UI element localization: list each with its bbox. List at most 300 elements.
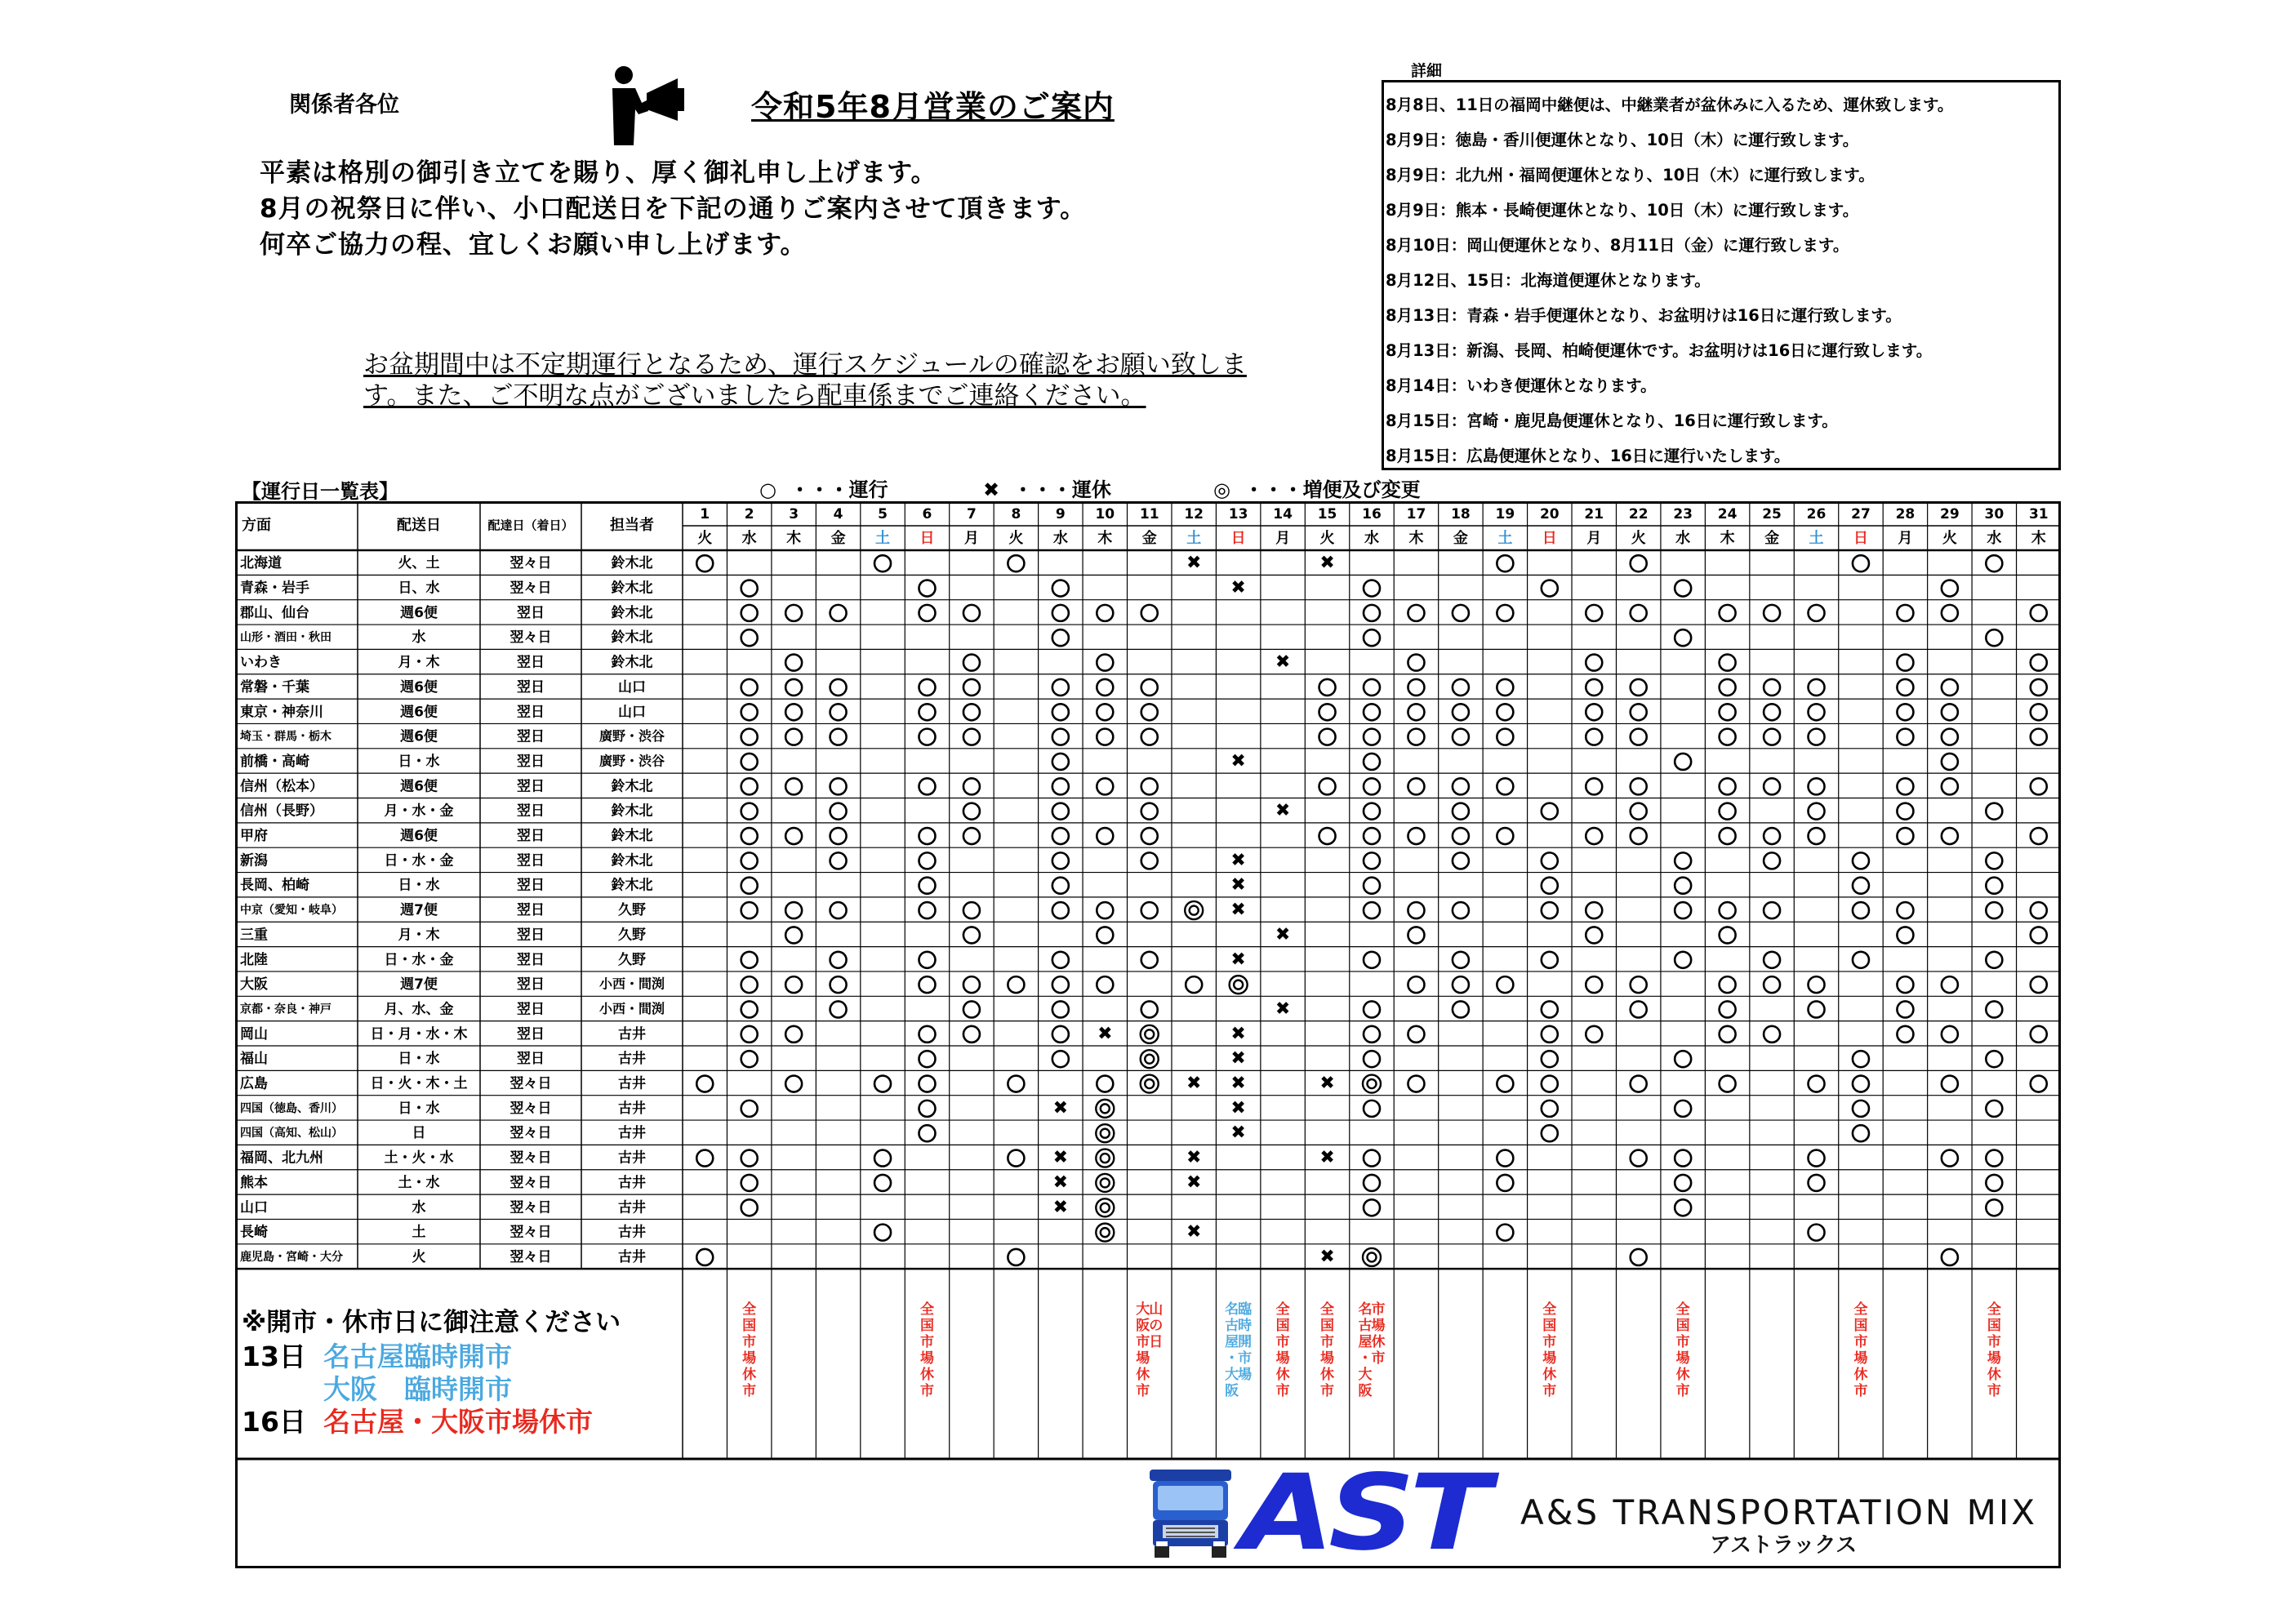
off-mark: ✖ <box>1230 1048 1246 1069</box>
run-mark <box>1008 976 1024 993</box>
run-mark <box>1942 580 1958 597</box>
detail-line: 8月14日：いわき便運休となります。 <box>1386 376 1657 395</box>
weekday-label: 水 <box>1987 530 2002 547</box>
weekday-label: 日 <box>1542 530 1557 547</box>
off-mark: ✖ <box>1186 1147 1202 1168</box>
row-staff: 小西・間渕 <box>598 976 665 992</box>
run-mark <box>1453 778 1469 794</box>
run-mark <box>741 852 758 869</box>
run-mark <box>741 629 758 646</box>
detail-line: 8月12日、15日：北海道便運休となります。 <box>1386 271 1711 290</box>
row-arrival: 翌日 <box>517 1025 545 1043</box>
row-arrival: 翌日 <box>517 604 545 621</box>
weekday-label: 木 <box>786 530 802 547</box>
run-mark <box>1809 778 1825 794</box>
market-note-char: 全 <box>1275 1301 1290 1318</box>
row-area: 中京（愛知・岐阜） <box>240 904 343 918</box>
row-days: 火 <box>412 1248 426 1265</box>
market-note-char: 屋 <box>1358 1334 1373 1351</box>
run-mark <box>1408 976 1424 993</box>
increase-mark <box>1363 1248 1381 1266</box>
row-arrival: 翌日 <box>517 728 545 745</box>
run-mark <box>1364 1026 1380 1043</box>
run-mark <box>1497 555 1513 571</box>
off-mark: ✖ <box>1186 553 1202 574</box>
run-mark <box>1675 629 1691 646</box>
run-mark <box>1764 704 1780 720</box>
run-mark <box>1675 1175 1691 1191</box>
page-title: 令和5年8月営業のご案内 <box>751 89 1115 125</box>
run-mark <box>1052 902 1069 918</box>
date-label: 6 <box>922 506 932 522</box>
run-mark <box>1097 704 1113 720</box>
market-note-char: 大 <box>1358 1367 1373 1384</box>
run-mark <box>2031 1026 2047 1043</box>
market-note-char: 市 <box>1853 1334 1868 1351</box>
run-mark <box>1853 1125 1869 1141</box>
run-mark <box>1897 1001 1913 1017</box>
legend-run-symbol: ○ <box>759 478 776 501</box>
row-staff: 鈴木北 <box>611 877 653 894</box>
legend-off-label: ・・・運休 <box>1012 478 1111 501</box>
run-mark <box>785 655 802 671</box>
market-note-char: 場 <box>1275 1350 1290 1367</box>
run-mark <box>963 778 980 794</box>
row-staff: 久野 <box>618 902 646 919</box>
run-mark <box>1764 828 1780 844</box>
row-staff: 山口 <box>618 704 646 721</box>
run-mark <box>1097 976 1113 993</box>
run-mark <box>1364 902 1380 918</box>
row-days: 週7便 <box>400 976 438 994</box>
run-mark <box>1542 1125 1558 1141</box>
market-note-char: 全 <box>1675 1301 1690 1318</box>
date-label: 10 <box>1095 506 1115 522</box>
row-days: 週6便 <box>400 728 438 745</box>
legend-increase-symbol: ◎ <box>1213 478 1230 501</box>
weekday-label: 月 <box>963 530 979 547</box>
run-mark <box>785 976 802 993</box>
row-days: 日・月・水・木 <box>370 1025 468 1043</box>
market-note-char: 国 <box>742 1318 757 1335</box>
market-note-char: 名 <box>1225 1301 1239 1318</box>
market-note-char: 市 <box>1542 1334 1557 1351</box>
run-mark <box>1364 1175 1380 1191</box>
run-mark <box>1809 828 1825 844</box>
row-area: 京都・奈良・神戸 <box>240 1003 331 1016</box>
run-mark <box>1364 803 1380 820</box>
run-mark <box>1497 605 1513 621</box>
increase-mark-inner <box>1101 1154 1110 1163</box>
run-mark <box>1408 927 1424 943</box>
run-mark <box>1097 1076 1113 1092</box>
run-mark <box>1809 1150 1825 1167</box>
market-note-char: 場 <box>1320 1350 1335 1367</box>
run-mark <box>963 976 980 993</box>
run-mark <box>874 1076 891 1092</box>
row-area: 岡山 <box>240 1025 268 1043</box>
run-mark <box>1364 852 1380 869</box>
row-area: 四国（高知、松山） <box>240 1127 343 1141</box>
row-staff: 山口 <box>618 678 646 696</box>
run-mark <box>741 952 758 968</box>
run-mark <box>919 679 935 696</box>
row-staff: 鈴木北 <box>611 654 653 671</box>
run-mark <box>1631 803 1647 820</box>
row-staff: 鈴木北 <box>611 629 653 647</box>
market-note-char: 市 <box>1136 1383 1150 1400</box>
row-days: 日・水・金 <box>384 852 454 869</box>
row-days: 週6便 <box>400 828 438 845</box>
run-mark <box>919 952 935 968</box>
run-mark <box>1052 952 1069 968</box>
market-note-char: 市 <box>1542 1383 1557 1400</box>
market-note-char: 国 <box>919 1318 934 1335</box>
run-mark <box>1542 902 1558 918</box>
increase-mark <box>1096 1174 1114 1192</box>
weekday-label: 火 <box>1631 530 1646 547</box>
market-note-char: 全 <box>742 1301 757 1318</box>
run-mark <box>1453 1001 1469 1017</box>
weekday-label: 土 <box>1186 530 1202 547</box>
run-mark <box>741 679 758 696</box>
row-staff: 鈴木北 <box>611 580 653 597</box>
run-mark <box>1408 704 1424 720</box>
row-staff: 古井 <box>618 1100 646 1117</box>
run-mark <box>1720 655 1736 671</box>
row-arrival: 翌々日 <box>509 1100 552 1117</box>
notes-title: ※開市・休市日に御注意ください <box>242 1308 621 1337</box>
run-mark <box>1542 878 1558 894</box>
row-area: 熊本 <box>240 1174 268 1191</box>
run-mark <box>1319 778 1336 794</box>
run-mark <box>1453 828 1469 844</box>
run-mark <box>874 1175 891 1191</box>
date-label: 21 <box>1584 506 1604 522</box>
run-mark <box>741 1051 758 1067</box>
run-mark <box>1097 605 1113 621</box>
off-mark: ✖ <box>1186 1221 1202 1243</box>
weekday-label: 日 <box>1230 530 1246 547</box>
obon-notice: お盆期間中は不定期運行となるため、運行スケジュールの確認をお願い致します。また、ご不明な点がございましたら配車係までご連絡ください。 <box>363 350 1247 411</box>
run-mark <box>1897 927 1913 943</box>
run-mark <box>1586 778 1602 794</box>
run-mark <box>1897 729 1913 745</box>
run-mark <box>1720 704 1736 720</box>
run-mark <box>919 976 935 993</box>
run-mark <box>830 803 847 820</box>
market-note-char: 大 <box>1136 1301 1150 1318</box>
run-mark <box>1408 902 1424 918</box>
row-arrival: 翌々日 <box>509 1199 552 1216</box>
increase-mark-inner <box>1368 1079 1377 1088</box>
row-area: 甲府 <box>240 828 268 845</box>
run-mark <box>1052 1051 1069 1067</box>
market-note-char: 休 <box>1675 1367 1690 1384</box>
run-mark <box>1364 754 1380 770</box>
run-mark <box>1008 555 1024 571</box>
market-note-char: 時 <box>1238 1318 1253 1335</box>
row-days: 月・水・金 <box>384 803 454 820</box>
row-staff: 古井 <box>618 1224 646 1241</box>
run-mark <box>1942 1150 1958 1167</box>
market-note-char: 場 <box>1542 1350 1557 1367</box>
detail-line: 8月15日：宮崎・鹿児島便運休となり、16日に運行致します。 <box>1386 411 1838 430</box>
row-staff: 古井 <box>618 1199 646 1216</box>
run-mark <box>830 729 847 745</box>
run-mark <box>1497 704 1513 720</box>
header-staff: 担当者 <box>610 517 654 534</box>
run-mark <box>1764 1026 1780 1043</box>
run-mark <box>1364 704 1380 720</box>
run-mark <box>1052 629 1069 646</box>
run-mark <box>1052 605 1069 621</box>
off-mark: ✖ <box>1230 874 1246 896</box>
row-days: 週6便 <box>400 704 438 721</box>
weekday-label: 月 <box>1275 530 1291 547</box>
run-mark <box>741 580 758 597</box>
weekday-label: 土 <box>1497 530 1513 547</box>
run-mark <box>1052 754 1069 770</box>
increase-mark <box>1141 1075 1159 1093</box>
run-mark <box>1141 828 1158 844</box>
detail-line: 8月9日：徳島・香川便運休となり、10日（木）に運行致します。 <box>1386 131 1859 149</box>
run-mark <box>696 1076 713 1092</box>
run-mark <box>1853 1076 1869 1092</box>
row-arrival: 翌日 <box>517 951 545 968</box>
market-note-char: 国 <box>1275 1318 1290 1335</box>
row-days: 月、水、金 <box>384 1001 454 1018</box>
run-mark <box>1897 1026 1913 1043</box>
row-arrival: 翌日 <box>517 877 545 894</box>
run-mark <box>1897 605 1913 621</box>
run-mark <box>874 555 891 571</box>
run-mark <box>1942 605 1958 621</box>
details-box <box>1382 80 2061 470</box>
weekday-label: 月 <box>1898 530 1913 547</box>
off-mark: ✖ <box>1230 1023 1246 1044</box>
run-mark <box>963 655 980 671</box>
market-note-char: 国 <box>1542 1318 1557 1335</box>
row-days: 週6便 <box>400 604 438 621</box>
row-area: 東京・神奈川 <box>240 704 323 721</box>
row-arrival: 翌日 <box>517 778 545 795</box>
row-arrival: 翌日 <box>517 678 545 696</box>
row-days: 土・火・水 <box>384 1149 454 1167</box>
row-arrival: 翌々日 <box>509 1248 552 1265</box>
market-note-char: 場 <box>1238 1367 1253 1384</box>
details-heading: 詳細 <box>1411 62 1443 80</box>
run-mark <box>830 778 847 794</box>
run-mark <box>1052 828 1069 844</box>
off-mark: ✖ <box>1230 850 1246 871</box>
run-mark <box>1497 976 1513 993</box>
market-note-char: 休 <box>1320 1367 1335 1384</box>
header-arrival: 配達日（着日） <box>487 518 574 533</box>
run-mark <box>1497 1150 1513 1167</box>
run-mark <box>1720 679 1736 696</box>
run-mark <box>919 1101 935 1117</box>
run-mark <box>2031 778 2047 794</box>
market-note-char: 開 <box>1238 1334 1253 1351</box>
market-note-char: 場 <box>742 1350 757 1367</box>
run-mark <box>1809 1001 1825 1017</box>
run-mark <box>785 778 802 794</box>
off-mark: ✖ <box>1275 800 1291 821</box>
row-area: 鹿児島・宮崎・大分 <box>240 1250 343 1264</box>
row-arrival: 翌々日 <box>509 1075 552 1092</box>
run-mark <box>1453 902 1469 918</box>
run-mark <box>1631 778 1647 794</box>
header-area: 方面 <box>242 517 271 534</box>
market-note-char: 国 <box>1853 1318 1868 1335</box>
run-mark <box>1052 852 1069 869</box>
market-note-char: 休 <box>1371 1334 1386 1351</box>
run-mark <box>1631 704 1647 720</box>
date-label: 15 <box>1317 506 1337 522</box>
run-mark <box>1364 679 1380 696</box>
run-mark <box>1986 1199 2002 1216</box>
market-note-char: 市 <box>919 1383 934 1400</box>
row-days: 土・水 <box>398 1174 440 1191</box>
legend-run-label: ・・・運行 <box>790 478 888 501</box>
run-mark <box>785 927 802 943</box>
note-text: 名古屋臨時開市 <box>323 1341 512 1372</box>
run-mark <box>963 902 980 918</box>
row-arrival: 翌々日 <box>509 555 552 572</box>
off-mark: ✖ <box>1052 1147 1069 1168</box>
date-label: 23 <box>1673 506 1693 522</box>
off-mark: ✖ <box>1052 1172 1069 1193</box>
greeting-line-3: 何卒ご協力の程、宜しくお願い申し上げます。 <box>260 230 807 260</box>
run-mark <box>741 1001 758 1017</box>
run-mark <box>1720 803 1736 820</box>
row-arrival: 翌日 <box>517 927 545 944</box>
row-days: 月・木 <box>398 654 440 671</box>
note-date: 16日 <box>242 1406 306 1438</box>
row-staff: 古井 <box>618 1149 646 1167</box>
run-mark <box>1809 1076 1825 1092</box>
market-note-char: 全 <box>1987 1301 2001 1318</box>
run-mark <box>1364 778 1380 794</box>
run-mark <box>1853 555 1869 571</box>
weekday-label: 金 <box>1764 530 1780 547</box>
run-mark <box>1586 927 1602 943</box>
run-mark <box>919 852 935 869</box>
run-mark <box>1052 1026 1069 1043</box>
run-mark <box>1364 605 1380 621</box>
run-mark <box>1897 679 1913 696</box>
run-mark <box>1097 778 1113 794</box>
run-mark <box>963 605 980 621</box>
run-mark <box>1809 679 1825 696</box>
run-mark <box>1141 952 1158 968</box>
off-mark: ✖ <box>1186 1172 1202 1193</box>
run-mark <box>1675 1150 1691 1167</box>
run-mark <box>1986 902 2002 918</box>
off-mark: ✖ <box>1230 1123 1246 1144</box>
run-mark <box>1764 902 1780 918</box>
run-mark <box>919 1051 935 1067</box>
run-mark <box>741 704 758 720</box>
row-arrival: 翌々日 <box>509 1224 552 1241</box>
market-note-char: 市 <box>919 1334 934 1351</box>
row-arrival: 翌々日 <box>509 1174 552 1191</box>
weekday-label: 土 <box>875 530 891 547</box>
run-mark <box>785 679 802 696</box>
weekday-label: 日 <box>919 530 935 547</box>
date-label: 31 <box>2028 506 2049 522</box>
date-label: 8 <box>1011 506 1021 522</box>
run-mark <box>1364 1199 1380 1216</box>
increase-mark <box>1230 976 1248 994</box>
run-mark <box>1141 729 1158 745</box>
run-mark <box>1764 952 1780 968</box>
run-mark <box>1453 976 1469 993</box>
row-staff: 廣野・渋谷 <box>598 753 665 769</box>
run-mark <box>1052 778 1069 794</box>
run-mark <box>1720 1001 1736 1017</box>
run-mark <box>741 1175 758 1191</box>
run-mark <box>963 1001 980 1017</box>
increase-mark-inner <box>1368 1252 1377 1261</box>
run-mark <box>1720 976 1736 993</box>
row-area: 三重 <box>240 927 268 944</box>
row-area: 山形・酒田・秋田 <box>240 631 331 645</box>
run-mark <box>1497 828 1513 844</box>
row-area: 福岡、北九州 <box>240 1149 323 1167</box>
increase-mark <box>1096 1100 1114 1118</box>
date-label: 20 <box>1539 506 1560 522</box>
run-mark <box>1942 729 1958 745</box>
market-note-char: 大 <box>1225 1367 1239 1384</box>
off-mark: ✖ <box>1230 1097 1246 1118</box>
run-mark <box>919 605 935 621</box>
row-area: 信州（松本） <box>240 778 323 795</box>
run-mark <box>1364 729 1380 745</box>
increase-mark-inner <box>1101 1178 1110 1187</box>
row-area: 大阪 <box>240 976 268 994</box>
run-mark <box>1542 580 1558 597</box>
run-mark <box>1720 1076 1736 1092</box>
run-mark <box>1408 828 1424 844</box>
market-note-char: 市 <box>1320 1334 1335 1351</box>
market-note-char: 場 <box>1136 1350 1150 1367</box>
weekday-label: 金 <box>1453 530 1468 547</box>
run-mark <box>1853 1051 1869 1067</box>
run-mark <box>1008 1150 1024 1167</box>
increase-mark-inner <box>1145 1029 1154 1038</box>
detail-line: 8月15日：広島便運休となり、16日に運行いたします。 <box>1386 447 1791 465</box>
run-mark <box>1675 1101 1691 1117</box>
run-mark <box>1097 828 1113 844</box>
date-label: 3 <box>789 506 799 522</box>
market-note-char: 全 <box>1542 1301 1557 1318</box>
run-mark <box>2031 679 2047 696</box>
run-mark <box>1319 704 1336 720</box>
run-mark <box>830 902 847 918</box>
run-mark <box>1364 1101 1380 1117</box>
run-mark <box>919 1125 935 1141</box>
weekday-label: 水 <box>1675 530 1691 547</box>
run-mark <box>1986 1001 2002 1017</box>
market-note-char: 市 <box>742 1383 757 1400</box>
run-mark <box>1942 754 1958 770</box>
run-mark <box>1942 679 1958 696</box>
run-mark <box>830 679 847 696</box>
row-area: 長崎 <box>240 1224 268 1241</box>
row-arrival: 翌々日 <box>509 1149 552 1167</box>
